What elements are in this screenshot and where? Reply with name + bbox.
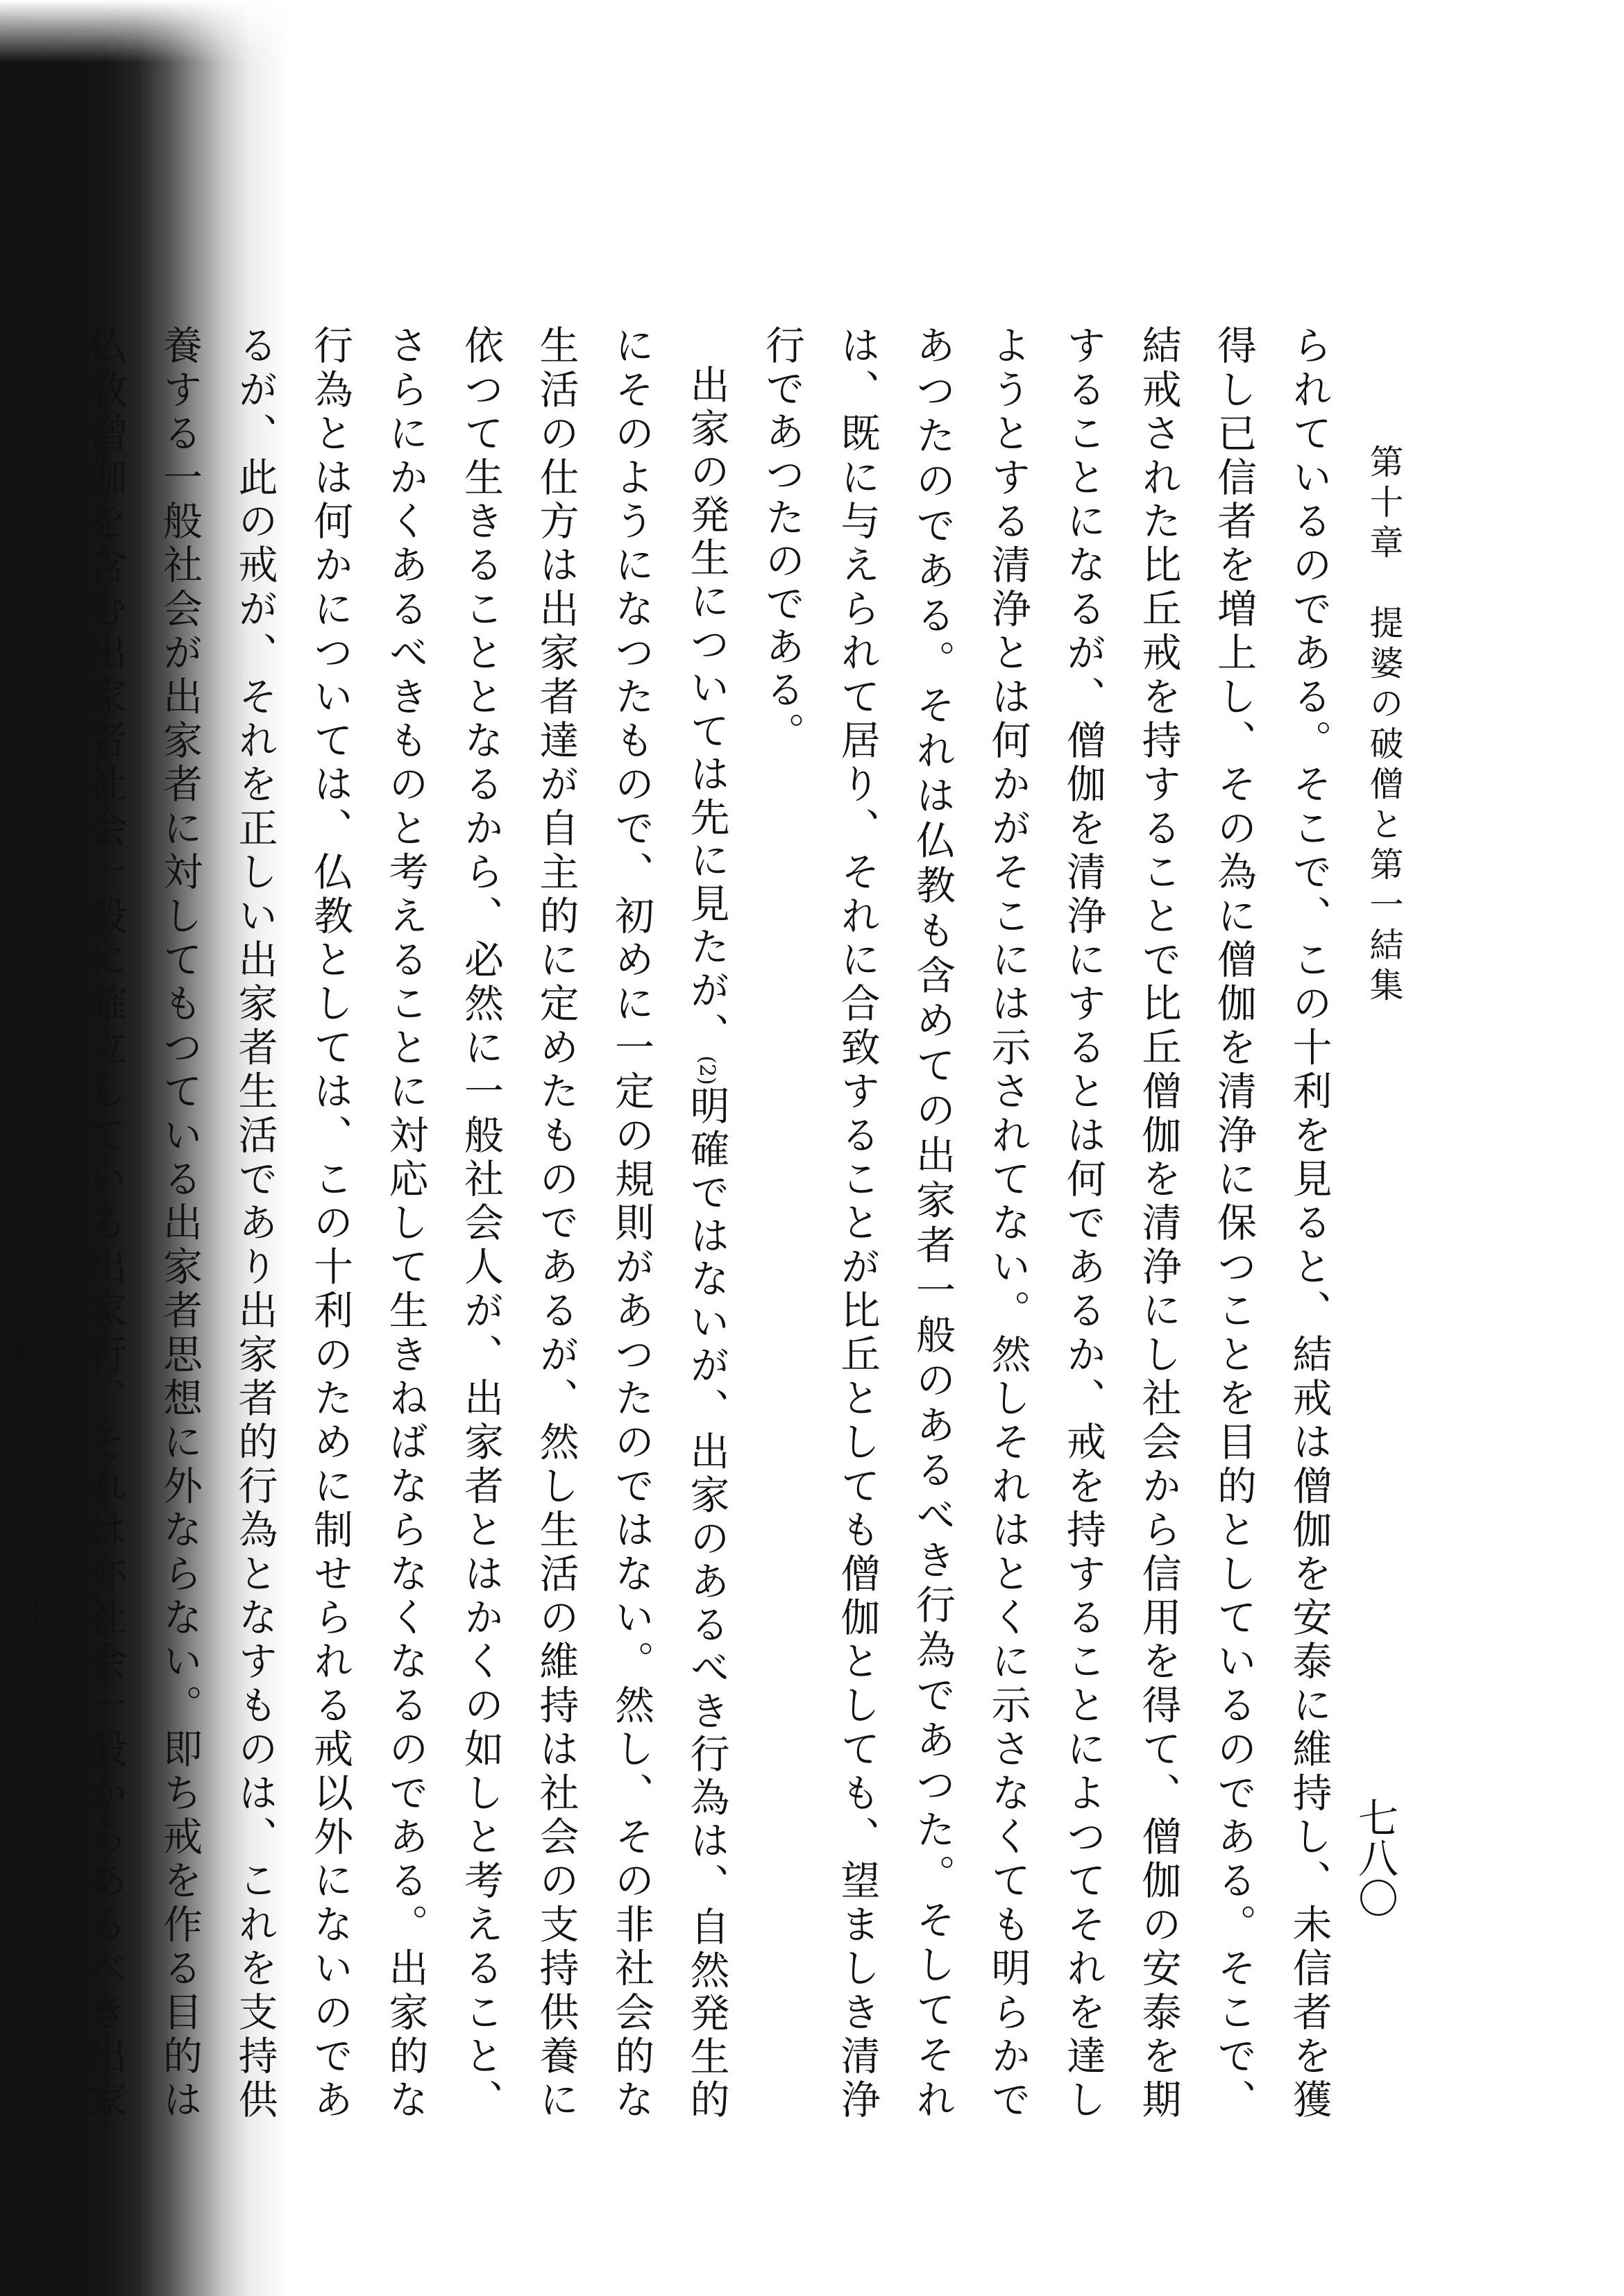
scan-edge-fade: [0, 0, 291, 62]
paragraph: られているのである。そこで、この十利を見ると、結戒は僧伽を安泰に維持し、未信者を獲得し已信者を増上し、その為に僧伽を清浄に保つことを目的としているのである。そこで、結戒された比丘戒を持することで比丘僧伽を清浄にし社会から信用を得て、僧伽の安泰を期することになるが、僧伽を清浄にするとは何であるか、戒を持することによつてそれを達しようとする清浄とは何かがそこには示されてない。然しそれはとくに示さなくても明らかであつたのである。それは仏教も含めての出家者一般のあるべき行為であつた。そしてそれは、既に与えられて居り、それに合致することが比丘としても僧伽としても、望ましき清浄行であつたのである。: [759, 325, 1332, 2123]
body-text: [6, 325, 1346, 2123]
paragraph-text: 明確ではないが、出家のあるべき行為は、自然発生的にそのようになつたもので、初めに一定の規則があつたのではない。然し、その非社会的な生活の仕方は出家者達が自主的に定めたものであるが、然し生活の維持は社会の支持供養に依つて生きることとなるから、必然に一般社会人が、出家者とはかくの如しと考えること、さらにかくあるべきものと考えることに対応して生きねばならなくなるのである。出家的な行為とは何かについては、仏教としては、この十利のために制せられる戒以外にないのであるが、此の戒が、それを正しい出家者生活であり出家者的行為となすものは、これを支持供養する一般社会が出家者に対してもつている出家者思想に外ならない。即ち戒を作る目的は仏教僧伽を含む出家者社会一般に確立している出家行、それは亦社会一般からあるべき出家生活として望まれている出家生活があつて、それに順ずる生活を比丘に行なわしめることで: [6, 325, 729, 2123]
paragraph: [0, 325, 744, 2122]
footnote-ref: (2): [695, 1055, 719, 1085]
paragraph-text: 出家の発生については先に見たが、: [684, 364, 729, 1056]
running-header-chapter-title: 第十章 提婆の破僧と第一結集: [1364, 444, 1404, 1007]
page-number: 七八〇: [1351, 1797, 1398, 1918]
